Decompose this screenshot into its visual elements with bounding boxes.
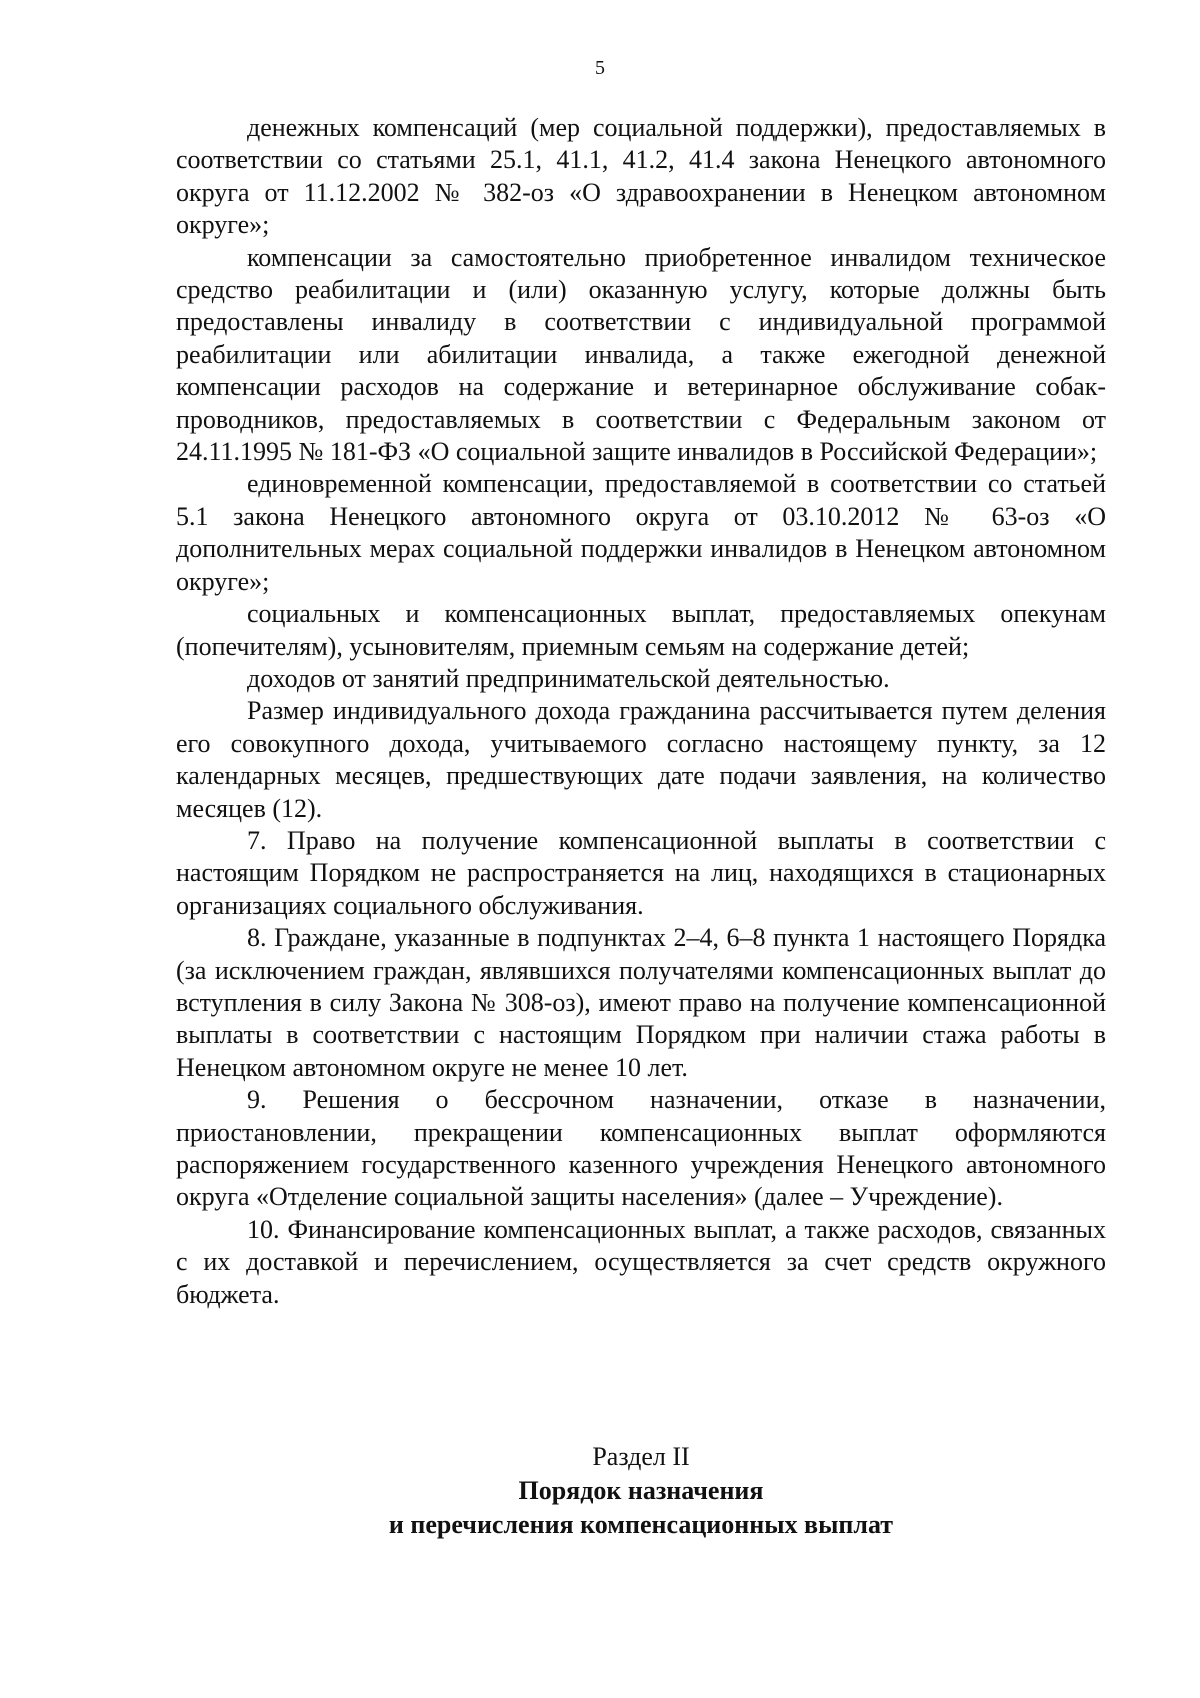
section-title-line-1: Порядок назначения (518, 1476, 764, 1505)
paragraph-item-7: 7. Право на получение компенсационной выплаты в соответствии с настоящим Порядком не распространяется на лиц, находящихся в стационарных организациях социального обслуживания. (176, 825, 1106, 920)
paragraph-rehabilitation-compensation: компенсации за самостоятельно приобретенное инвалидом техническое средство реабилитации и (или) оказанную услугу, которые должны быть предоставлены инвалиду в соответствии с индивидуальной программой реабилитации или абилитации инвалида, а также ежегодной денежной компенсации расходов на содержание и ветеринарное обслуживание собак-проводников, предоставляемых в соответствии с Федеральным законом от 24.11.1995 № 181-ФЗ «О социальной защите инвалидов в Российской Федерации»; (176, 242, 1106, 467)
section-label: Раздел II (592, 1442, 690, 1471)
paragraph-income-calculation: Размер индивидуального дохода гражданина рассчитывается путем деления его совокупного дохода, учитываемого согласно настоящему пункту, за 12 календарных месяцев, предшествующих дате подачи заявления, на количество месяцев (12). (176, 696, 1106, 823)
section-heading (176, 1440, 1106, 1542)
paragraph-health-compensation: денежных компенсаций (мер социальной поддержки), предоставляемых в соответствии со статьями 25.1, 41.1, 41.2, 41.4 закона Ненецкого автономного округа от 11.12.2002 № 382-оз «О здравоохранении в Ненецком автономном округе»; (176, 113, 1106, 240)
paragraph-item-9: 9. Решения о бессрочном назначении, отказе в назначении, приостановлении, прекращении компенсационных выплат оформляются распоряжением государственного казенного учреждения Ненецкого автономного округа «Отделение социальной защиты населения» (далее – Учреждение). (176, 1085, 1106, 1212)
section-title-line-2: и перечисления компенсационных выплат (388, 1510, 894, 1539)
paragraph-item-10: 10. Финансирование компенсационных выплат, а также расходов, связанных с их доставкой и перечислением, осуществляется за счет средств окружного бюджета. (176, 1214, 1106, 1309)
paragraph-onetime-compensation: единовременной компенсации, предоставляемой в соответствии со статьей 5.1 закона Ненецкого автономного округа от 03.10.2012 № 63-оз «О дополнительных мерах социальной поддержки инвалидов в Ненецком автономном округе»; (176, 469, 1106, 596)
page-number: 5 (595, 57, 605, 79)
paragraph-item-8: 8. Граждане, указанные в подпунктах 2–4, 6–8 пункта 1 настоящего Порядка (за исключением граждан, являвшихся получателями компенсационных выплат до вступления в силу Закона № 308-оз), имеют право на получение компенсационной выплаты в соответствии с настоящим Порядком при наличии стажа работы в Ненецком автономном округе не менее 10 лет. (176, 923, 1106, 1082)
paragraph-business-income: доходов от занятий предпринимательской деятельностью. (247, 663, 890, 693)
document-body (176, 112, 1106, 1311)
paragraph-guardian-payments: социальных и компенсационных выплат, предоставляемых опекунам (попечителям), усыновителям, приемным семьям на содержание детей; (176, 599, 1106, 661)
